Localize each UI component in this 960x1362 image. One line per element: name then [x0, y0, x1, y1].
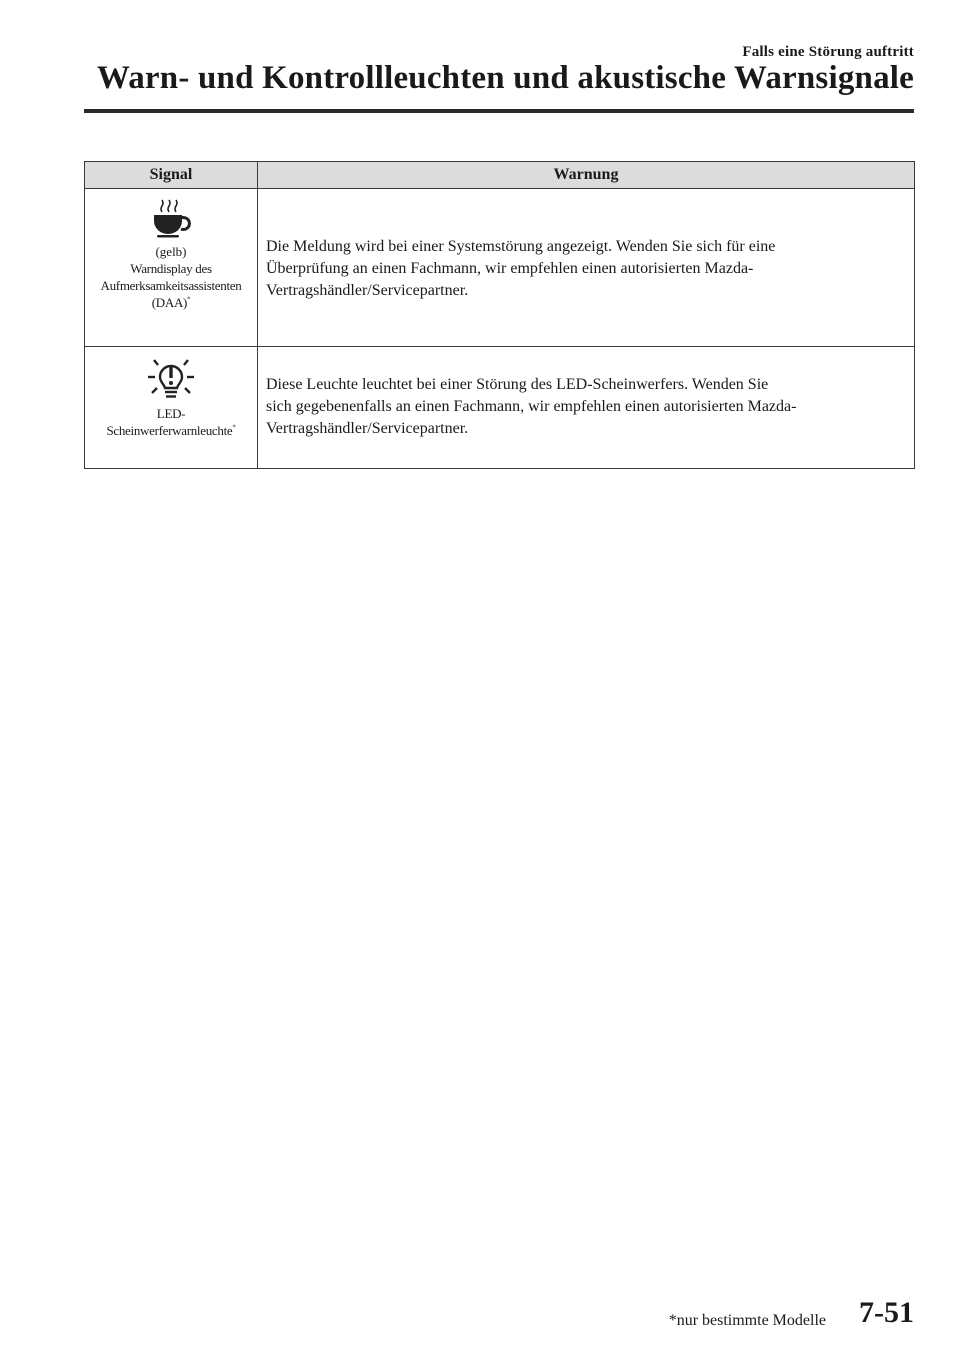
model-asterisk: * — [187, 295, 191, 304]
table-row — [85, 189, 915, 347]
signal-name-line — [87, 294, 255, 311]
warning-signal-table — [84, 161, 915, 469]
model-asterisk: * — [232, 423, 236, 432]
signal-name-text: (DAA) — [151, 295, 188, 310]
table-row — [85, 347, 915, 469]
chapter-title: Warn- und Kontrollleuchten und akustische Warnsignale — [96, 60, 914, 96]
coffee-cup-icon — [148, 197, 194, 239]
signal-name-line: Warndisplay des — [130, 261, 212, 276]
description-line: Diese Leuchte leuchtet bei einer Störung des LED-Scheinwerfers. Wenden Sie — [266, 376, 769, 393]
signal-color-label: (gelb) — [155, 244, 187, 259]
table-header-row — [85, 162, 915, 189]
signal-cell — [85, 189, 258, 347]
column-header-signal: Signal — [85, 162, 258, 189]
column-header-warning: Warnung — [258, 162, 915, 189]
description-line: sich gegebenenfalls an einen Fachmann, wir empfehlen einen autorisierten Mazda- — [266, 398, 797, 415]
page-number: 7-51 — [859, 1296, 914, 1329]
description-cell — [258, 189, 915, 347]
signal-name-line — [87, 422, 255, 439]
description-line: Vertragshändler/Servicepartner. — [266, 282, 469, 299]
header-rule — [84, 109, 914, 113]
section-title: Falls eine Störung auftritt — [742, 44, 914, 60]
led-headlight-warning-icon — [146, 355, 196, 401]
description-line: Vertragshändler/Servicepartner. — [266, 420, 469, 437]
signal-name-line: LED- — [156, 406, 186, 421]
footnote: *nur bestimmte Modelle — [668, 1312, 826, 1329]
signal-cell — [85, 347, 258, 469]
signal-name-line: Aufmerksamkeitsassistenten — [100, 278, 242, 293]
description-line: Die Meldung wird bei einer Systemstörung angezeigt. Wenden Sie sich für eine — [266, 238, 776, 255]
description-cell — [258, 347, 915, 469]
description-line: Überprüfung an einen Fachmann, wir empfehlen einen autorisierten Mazda- — [266, 260, 754, 277]
signal-name-text: Scheinwerferwarnleuchte — [106, 423, 233, 438]
